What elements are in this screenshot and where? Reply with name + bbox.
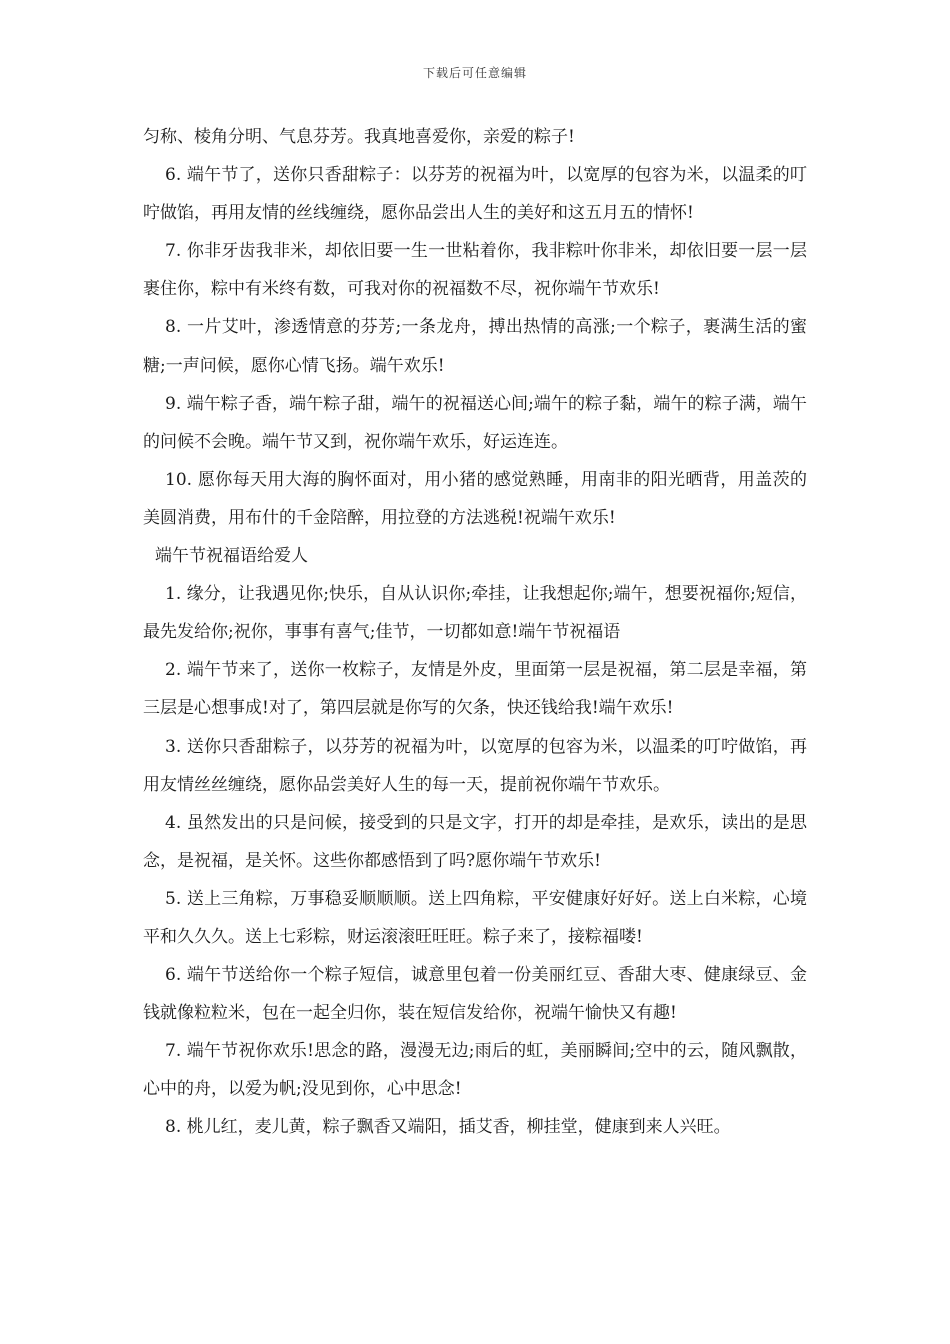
greeting-item-8: 8. 一片艾叶，渗透情意的芬芳;一条龙舟，搏出热情的高涨;一个粽子，裹满生活的蜜糖;一声问候，愿你心情飞扬。端午欢乐! [143,317,807,376]
document-body [143,118,807,1147]
lover-greeting-item-1: 1. 缘分，让我遇见你;快乐，自从认识你;牵挂，让我想起你;端午，想要祝福你;短信，最先发给你;祝你，事事有喜气;佳节，一切都如意!端午节祝福语 [143,584,807,643]
greeting-item-6: 6. 端午节了，送你只香甜粽子：以芬芳的祝福为叶，以宽厚的包容为米，以温柔的叮咛做馅，再用友情的丝线缠绕，愿你品尝出人生的美好和这五月五的情怀! [143,165,807,224]
lover-greeting-item-8: 8. 桃儿红，麦儿黄，粽子飘香又端阳，插艾香，柳挂堂，健康到来人兴旺。 [165,1117,731,1138]
greeting-item-7: 7. 你非牙齿我非米，却依旧要一生一世粘着你，我非粽叶你非米，却依旧要一层一层裹住你，粽中有米终有数，可我对你的祝福数不尽，祝你端午节欢乐! [143,241,807,300]
page-header: 下载后可任意编辑 [422,66,527,80]
lover-greeting-item-5: 5. 送上三角粽，万事稳妥顺顺顺。送上四角粽，平安健康好好好。送上白米粽，心境平和久久久。送上七彩粽，财运滚滚旺旺旺。粽子来了，接粽福喽! [143,888,807,947]
lover-greeting-item-7: 7. 端午节祝你欢乐!思念的路，漫漫无边;雨后的虹，美丽瞬间;空中的云，随风飘散，心中的舟，以爱为帆;没见到你，心中思念! [143,1041,807,1100]
lover-greeting-item-2: 2. 端午节来了，送你一枚粽子，友情是外皮，里面第一层是祝福，第二层是幸福，第三层是心想事成!对了，第四层就是你写的欠条，快还钱给我!端午欢乐! [143,660,807,719]
greeting-item-10: 10. 愿你每天用大海的胸怀面对，用小猪的感觉熟睡，用南非的阳光晒背，用盖茨的美圆消费，用布什的千金陪醉，用拉登的方法逃税!祝端午欢乐! [143,469,807,528]
lover-greeting-item-3: 3. 送你只香甜粽子，以芬芳的祝福为叶，以宽厚的包容为米，以温柔的叮咛做馅，再用友情丝丝缠绕，愿你品尝美好人生的每一天，提前祝你端午节欢乐。 [143,736,807,795]
greeting-item-9: 9. 端午粽子香，端午粽子甜，端午的祝福送心间;端午的粽子黏，端午的粽子满，端午的问候不会晚。端午节又到，祝你端午欢乐，好运连连。 [143,393,807,452]
paragraph-continuation: 匀称、棱角分明、气息芬芳。我真地喜爱你，亲爱的粽子! [143,127,575,147]
section-title: 端午节祝福语给爱人 [155,546,308,567]
lover-greeting-item-6: 6. 端午节送给你一个粽子短信，诚意里包着一份美丽红豆、香甜大枣、健康绿豆、金钱就像粒粒米，包在一起全归你，装在短信发给你，祝端午愉快又有趣! [143,965,807,1024]
lover-greeting-item-4: 4. 虽然发出的只是问候，接受到的只是文字，打开的却是牵挂，是欢乐，读出的是思念，是祝福，是关怀。这些你都感悟到了吗?愿你端午节欢乐! [143,812,807,871]
